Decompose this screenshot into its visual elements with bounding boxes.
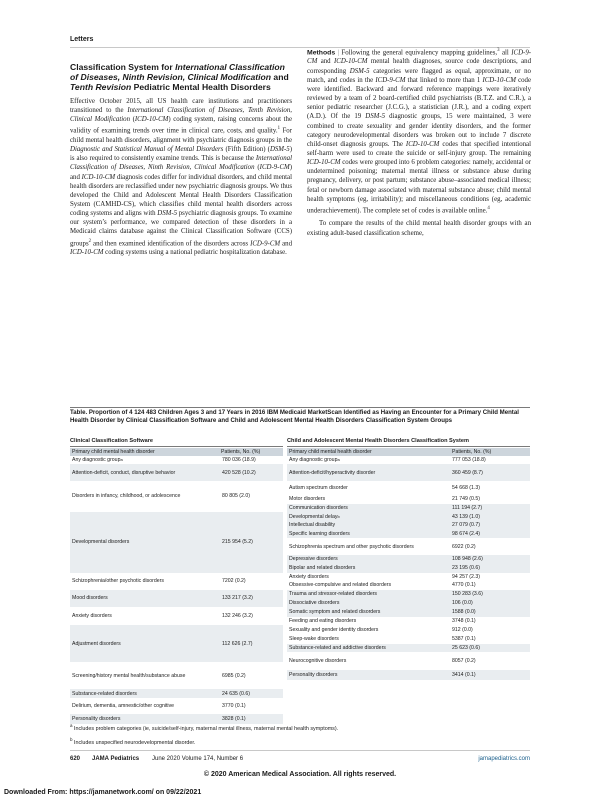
row-patients-value: 8057 (0.2): [452, 657, 476, 664]
col1_paragraphs.0-run: ICD-10-CM: [81, 173, 116, 181]
row-label-text: Developmental delay: [289, 513, 338, 520]
row-label-text: Trauma and stressor-related disorders: [289, 591, 378, 598]
col1_paragraphs.0-run: For child mental health disorders, alignment with psychiatric diagnosis groups in the: [70, 127, 292, 144]
row-label-text: Sexuality and gender identity disorders: [289, 627, 379, 634]
row-label-text: Somatic symptom and related disorders: [289, 609, 381, 616]
col2_paragraphs.0-run: ICD-10-CM: [334, 58, 368, 66]
row-label: [72, 512, 192, 573]
row-label-text: Sleep-wake disorders: [289, 636, 339, 643]
row-label-text: Screening/history mental health/substance abuse: [72, 672, 186, 679]
row-patients-value: 27 079 (0.7): [452, 522, 480, 529]
row-patients-value: 777 053 (18.8): [452, 457, 486, 464]
col2_paragraphs.0-run: code were identified. Backward and forward reference mappings were iteratively reviewed by a team of 2 board-certified child psychiatrists (B.T.Z. and C.R.), a senior pediatric researcher (J.C.G.), a statistician (J.R.), and a coding expert (A.D.). Of the 19: [307, 76, 531, 121]
title-fragment: Pediatric Mental Health Disorders: [131, 82, 271, 93]
row-patients-value: 780 036 (18.9): [222, 457, 256, 464]
row-patients-value: 43 139 (1.0): [452, 513, 480, 520]
row-patients-value: 24 635 (0.6): [222, 690, 250, 697]
row-label-text: Communication disorders: [289, 504, 348, 511]
row-label: [72, 464, 192, 481]
row-patients-value: 215 954 (5.2): [222, 539, 253, 546]
row-label: [289, 495, 439, 504]
row-patients-value: 112 626 (2.7): [222, 640, 253, 647]
row-label: [72, 698, 192, 714]
ccs-header-disorder: Primary child mental health disorder: [72, 449, 155, 455]
row-label: [289, 538, 439, 555]
camhdcs-header-patients: Patients, No. (%): [452, 449, 492, 455]
col2_paragraphs.0-run: Following the general equivalency mapping guidelines,: [341, 49, 498, 57]
ccs-subtable-title: Clinical Classification Software: [70, 437, 283, 447]
col1_paragraphs.0-run: International Classification of Diseases, Tenth Revision, Clinical Modification: [70, 107, 292, 124]
row-label-text: Attention-deficit, conduct, disruptive behavior: [72, 469, 176, 476]
col1_paragraphs.0-run: 2: [88, 238, 92, 244]
table-top-rule: [70, 407, 530, 408]
issue-info: June 2020 Volume 174, Number 6: [152, 756, 244, 762]
row-label: [289, 464, 439, 481]
col2_paragraphs.0-run: DSM-5: [349, 67, 370, 75]
row-label-text: Dissociative disorders: [289, 600, 340, 607]
row-patients-value: 3748 (0.1): [452, 618, 476, 625]
col2_paragraphs.0-run: ICD-9-CM: [307, 49, 532, 66]
body-paragraph: [70, 97, 292, 257]
row-label-text: Bipolar and related disorders: [289, 565, 356, 572]
footer-divider: [70, 750, 530, 751]
methods-separator: |: [335, 49, 342, 57]
row-label-text: Specific learning disorders: [289, 530, 350, 537]
row-label: [72, 625, 192, 663]
row-patients-value: 6985 (0.2): [222, 672, 246, 679]
footnote-b: [70, 736, 530, 747]
row-label-text: Delirium, dementia, amnestic/other cognitive: [72, 703, 175, 710]
row-label-footnote-mark: a: [337, 457, 340, 463]
title-fragment: Tenth Revision: [70, 82, 132, 93]
row-patients-value: 23 195 (0.6): [452, 565, 480, 572]
row-label: [72, 662, 192, 689]
journal-url-link[interactable]: jamapediatrics.com: [478, 756, 530, 762]
row-patients-value: 6922 (0.2): [452, 543, 476, 550]
title-fragment: and: [271, 72, 289, 83]
row-label-text: Substance-related and addictive disorders: [289, 644, 386, 651]
row-label-text: Substance-related disorders: [72, 690, 137, 697]
row-label: [289, 635, 439, 644]
col1_paragraphs.0-run: and then examined identification of the disorders across: [91, 239, 251, 247]
col2_paragraphs.0-run: DSM-5: [365, 113, 386, 121]
body-paragraph: [307, 46, 531, 215]
row-patients-value: 360 459 (8.7): [452, 469, 483, 476]
col2_paragraphs.0-run: that linked to more than 1: [405, 76, 483, 84]
col2_paragraphs.0-run: codes that specified intentional self-harm were used to create the suicide or self-injury group. The remaining: [307, 140, 531, 157]
row-patients-value: 3770 (0.1): [222, 703, 246, 710]
row-label: [289, 512, 439, 521]
footnote-a: [70, 722, 530, 733]
row-label-text: Personality disorders: [289, 671, 338, 678]
row-label-text: Anxiety disorders: [289, 573, 329, 580]
row-label: [289, 530, 439, 539]
row-label: [289, 670, 439, 680]
row-patients-value: 106 (0.0): [452, 600, 473, 607]
methods-heading: Methods: [307, 49, 336, 57]
row-patients-value: 4770 (0.1): [452, 582, 476, 589]
body-paragraph: [307, 219, 531, 237]
row-patients-value: 25 623 (0.6): [452, 644, 480, 651]
download-stamp: Downloaded From: https://jamanetwork.com/ on 09/22/2021: [4, 789, 202, 796]
col2_paragraphs.0-run: 4: [487, 205, 490, 211]
col1_paragraphs.0-run: International Classification of Diseases, Ninth Revision, Clinical Modification: [70, 155, 292, 172]
row-patients-value: 7202 (0.2): [222, 578, 246, 585]
row-patients-value: 54 668 (1.3): [452, 484, 480, 491]
col1_paragraphs.0-run: psychiatric diagnosis groups. To examine our system’s performance, we compared detection of these disorders in a Medicaid claims database against the Clinical Classification Software (CCS) groups: [70, 210, 293, 247]
article-title: [70, 62, 292, 93]
ccs-header-row: [70, 448, 283, 456]
col1_paragraphs.0-run: ICD-10-CM: [134, 116, 169, 124]
row-label-text: Developmental disorders: [72, 539, 130, 546]
row-label-footnote-mark: a: [120, 457, 123, 463]
footnote-a-mark: a: [70, 723, 73, 728]
row-patients-value: 3828 (0.1): [222, 715, 246, 722]
row-label: [289, 626, 439, 635]
row-label-footnote-mark: b: [337, 513, 340, 519]
row-label: [72, 456, 192, 464]
row-patients-value: 111 194 (2.7): [452, 504, 483, 511]
row-patients-value: 420 528 (10.2): [222, 469, 256, 476]
footnote-b-text: Includes unspecified neurodevelopmental disorder.: [74, 739, 196, 746]
row-patients-value: 21 749 (0.5): [452, 496, 480, 503]
row-label: [289, 644, 439, 653]
ccs-subtable: [70, 437, 283, 724]
row-patients-value: 94 257 (2.3): [452, 573, 480, 580]
row-label: [289, 652, 439, 669]
row-label-text: Neurocognitive disorders: [289, 657, 347, 664]
row-label-text: Mood disorders: [72, 595, 108, 602]
row-patients-value: 150 283 (3.6): [452, 591, 483, 598]
right-column-body: [307, 46, 531, 238]
row-patients-value: 1588 (0.0): [452, 609, 476, 616]
row-patients-value: 912 (0.0): [452, 627, 473, 634]
page-number: 620: [70, 756, 81, 762]
col1_paragraphs.0-run: 1: [277, 126, 281, 132]
col1_paragraphs.0-run: ) is also required to consistently examine trends. This is because the: [70, 146, 292, 163]
row-label: [289, 456, 439, 464]
row-label-text: Intellectual disability: [289, 522, 336, 529]
ccs-header-patients: Patients, No. (%): [221, 449, 261, 455]
col1_paragraphs.0-run: ICD-9-CM: [259, 164, 290, 172]
col1_paragraphs.0-run: and: [280, 239, 292, 247]
col1_paragraphs.0-run: ICD-10-CM: [70, 249, 104, 257]
row-label-text: Autism spectrum disorder: [289, 484, 348, 491]
row-label: [289, 617, 439, 626]
row-label: [289, 504, 439, 513]
footnote-a-text: Includes problem categories (ie, suicide/self-injury, maternal mental illness, maternal mental health symptoms).: [74, 725, 339, 732]
row-patients-value: 3414 (0.1): [452, 671, 476, 678]
row-label: [289, 581, 439, 590]
row-label-text: Obsessive-compulsive and related disorders: [289, 582, 392, 589]
row-patients-value: 132 246 (3.2): [222, 612, 253, 619]
col2_paragraphs.0-run: diagnostic groups, 15 were maintained, 3 were combined to create sexuality and gender identity disorders, and the former category neurodevelopmental disorders was broken out to include 7 discrete child-onset diagnosis groups. The: [307, 113, 531, 148]
section-label: Letters: [70, 36, 94, 43]
footnote-b-mark: b: [70, 736, 73, 742]
camhdcs-table-body: [287, 456, 530, 680]
col2_paragraphs.0-run: ICD-10-CM: [307, 159, 341, 167]
ccs-table-body: [70, 456, 283, 724]
col1_paragraphs.0-run: (Fifth Edition) (: [223, 146, 270, 154]
row-label-text: Disorders in infancy, childhood, or adolescence: [72, 493, 181, 500]
col2_paragraphs.0-run: ICD-10-CM: [482, 76, 516, 84]
col1_paragraphs.0-run: (: [254, 164, 260, 172]
row-label: [289, 590, 439, 599]
col2_paragraphs.0-run: 3: [497, 48, 500, 53]
left-column-body: [70, 97, 292, 257]
col1_paragraphs.0-run: ICD-9-CM: [250, 239, 281, 247]
row-label: [289, 481, 439, 495]
row-label-text: Attention-deficit/hyperactivity disorder: [289, 469, 376, 476]
col1_paragraphs.0-run: (: [130, 116, 135, 124]
row-label-text: Adjustment disorders: [72, 640, 121, 647]
col2_paragraphs.0-run: codes were grouped into 6 problem categories: namely, accidental or undetermined poisoning; maternal mental illness or substance abuse during pregnancy, delivery, or post partum; substance abuse–associated medical illness; fetal or newborn damage associated with maternal substance abuse; child mental health symptoms (eg, irritability); and miscellaneous conditions (eg, academic underachievement). The complete set of codes is available online.: [307, 159, 531, 215]
row-label-text: Any diagnostic group: [72, 457, 121, 464]
col2_paragraphs.0-run: ICD-9-CM: [375, 76, 406, 84]
title-fragment: International Classification of Diseases, Ninth Revision, Clinical Modification: [70, 62, 285, 83]
row-patients-value: 80 805 (2.0): [222, 493, 250, 500]
row-patients-value: 133 217 (3.2): [222, 595, 253, 602]
row-patients-value: 5387 (0.1): [452, 636, 476, 643]
copyright-notice: © 2020 American Medical Association. All rights reserved.: [203, 771, 397, 778]
row-label: [72, 481, 192, 512]
row-patients-value: 98 674 (2.4): [452, 530, 480, 537]
col1_paragraphs.0-run: Diagnostic and Statistical Manual of Mental Disorders: [70, 146, 224, 154]
row-label: [289, 573, 439, 582]
table-caption: Table. Proportion of 4 124 483 Children Ages 3 and 17 Years in 2016 IBM Medicaid MarketScan Identified as Having an Encounter for a Primary Child Mental Health Disorder by Clinical Classification Software and Child and Adolescent Mental Health Disorders Classification System Groups: [70, 409, 519, 425]
col1_paragraphs.0-run: Effective October 2015, all US health care institutions and practitioners transitioned to the: [70, 98, 292, 115]
row-label-text: Schizophrenia/other psychotic disorders: [72, 578, 164, 585]
col1_paragraphs.0-run: ) coding system, raising concerns about the validity of examining trends over time in clinical care, costs, and quality.: [70, 116, 292, 135]
row-label-text: Motor disorders: [289, 496, 326, 503]
col2_paragraphs.0-run: and: [317, 58, 335, 66]
row-label: [289, 564, 439, 573]
row-label: [72, 573, 192, 590]
row-label-text: Anxiety disorders: [72, 612, 112, 619]
row-label: [72, 590, 192, 607]
row-patients-value: 108 948 (2.6): [452, 556, 483, 563]
col1_paragraphs.0-run: DSM-5: [157, 210, 178, 218]
col2_paragraphs.1-run: To compare the results of the child mental health disorder groups with an existing adult-based classification scheme,: [307, 220, 531, 237]
col2_paragraphs.0-run: mental health diagnoses, source code descriptions, and corresponding: [307, 58, 531, 75]
row-label: [289, 599, 439, 608]
row-label-text: Depressive disorders: [289, 556, 338, 563]
camhdcs-header-disorder: Primary child mental health disorder: [289, 449, 372, 455]
col1_paragraphs.0-run: ) and: [70, 164, 292, 181]
table-footnotes: [70, 722, 530, 747]
row-label-text: Feeding and eating disorders: [289, 618, 357, 625]
row-label: [289, 521, 439, 530]
col2_paragraphs.0-run: ICD-10-CM: [405, 140, 440, 148]
row-label-text: Schizophrenia spectrum and other psychotic disorders: [289, 543, 414, 550]
camhdcs-subtable-title: Child and Adolescent Mental Health Disorders Classification System: [287, 437, 530, 447]
title-fragment: Classification System for: [70, 62, 176, 72]
row-label: [289, 608, 439, 617]
row-label: [289, 555, 439, 564]
journal-name: JAMA Pediatrics: [92, 756, 140, 762]
camhdcs-header-row: [287, 448, 530, 456]
col1_paragraphs.0-run: DSM-5: [269, 146, 290, 154]
col1_paragraphs.0-run: coding systems using a national pediatric hospitalization database.: [103, 249, 287, 257]
col1_paragraphs.0-run: diagnosis codes differ for individual disorders, and child mental health disorders are reclassified under new psychiatric diagnosis groups. We thus developed the Child and Adolescent Mental Health Disorders Classification System (CAMHD-CS), which classifies child mental health disorders across coding systems and aligns with: [70, 173, 292, 218]
camhdcs-subtable: [287, 437, 530, 680]
col2_paragraphs.0-run: all: [499, 49, 512, 57]
col2_paragraphs.0-run: categories were flagged as equal, approximate, or no match, and codes in the: [307, 67, 531, 84]
row-label: [72, 689, 192, 698]
row-label: [72, 607, 192, 625]
row-label-text: Personality disorders: [72, 715, 121, 722]
row-label-text: Any diagnostic group: [289, 457, 338, 464]
